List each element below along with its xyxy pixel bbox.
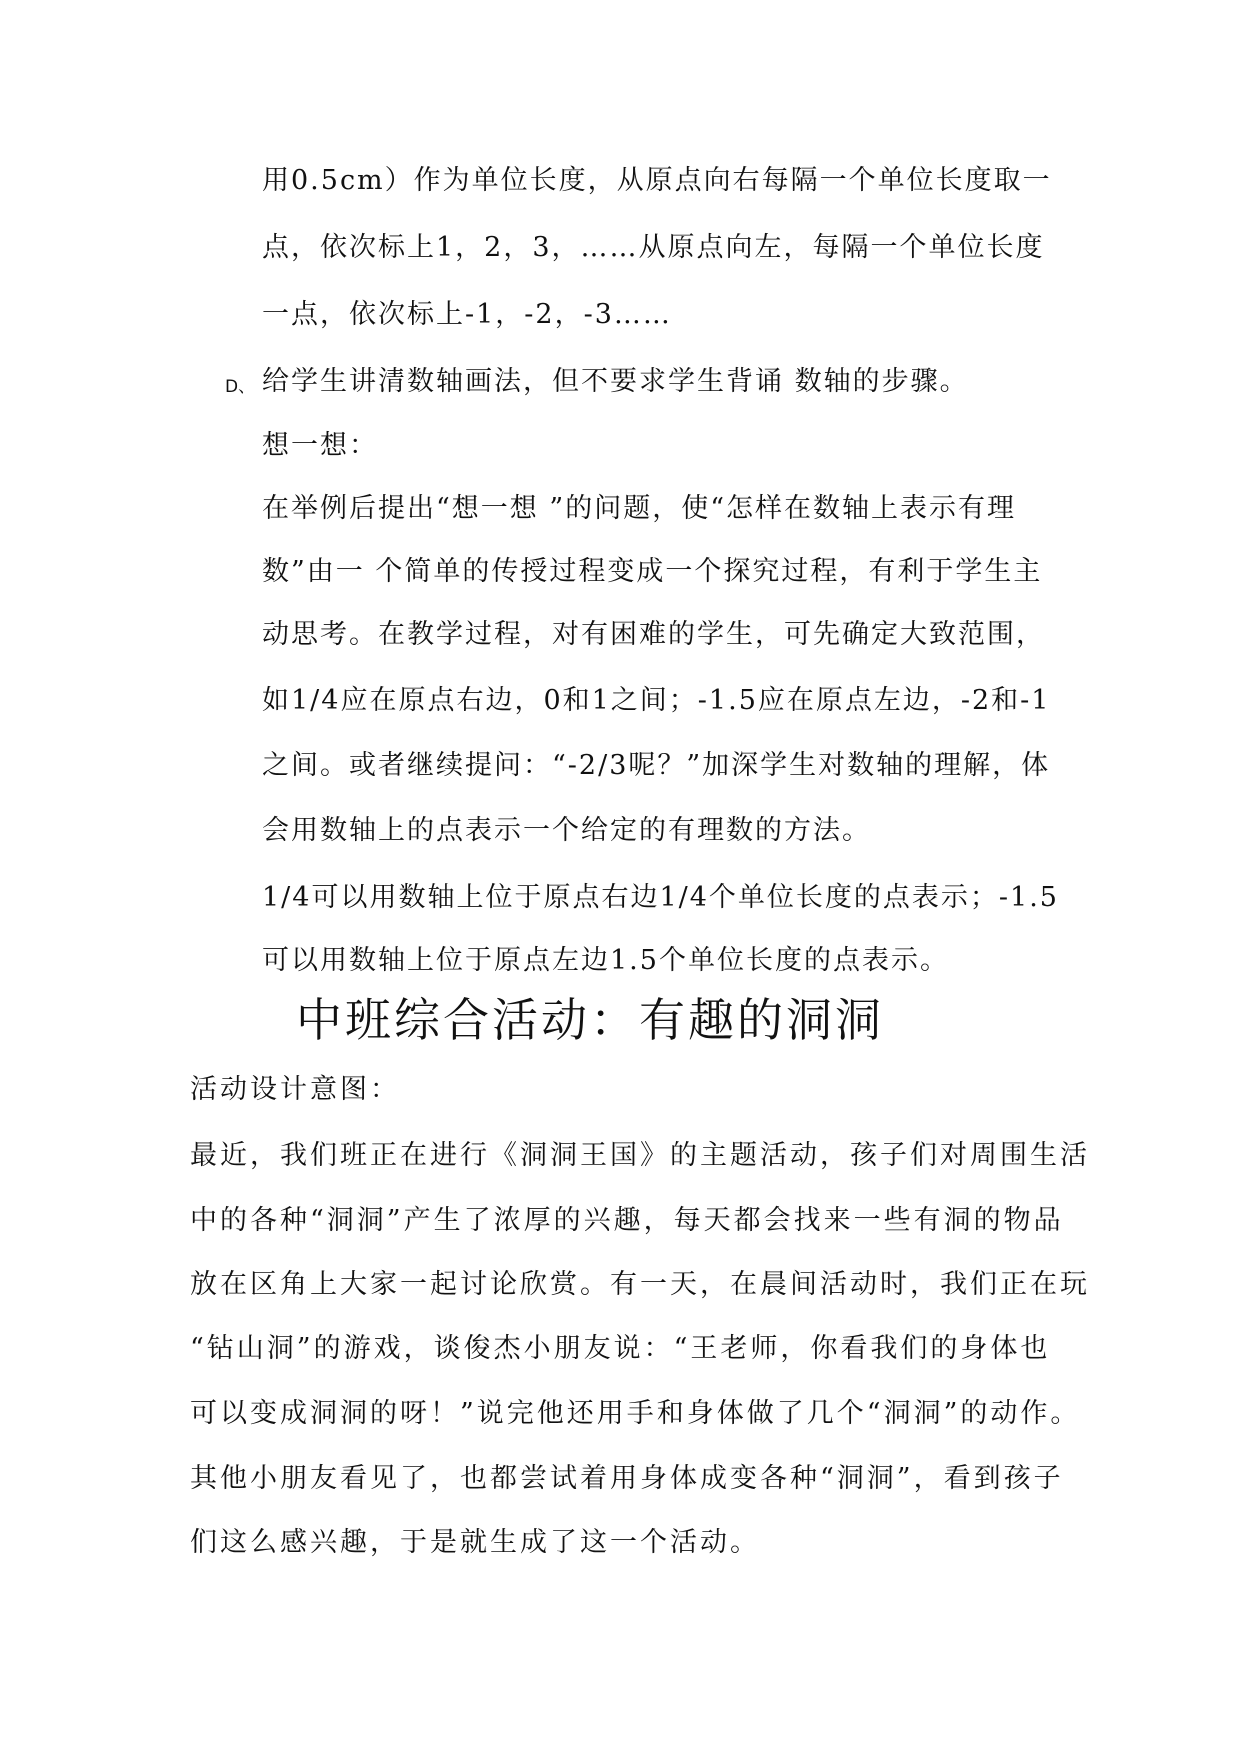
section-heading: 活动设计意图：	[190, 1074, 400, 1105]
paragraph-line: 如1/4应在原点右边，0和1之间；-1.5应在原点左边，-2和-1	[262, 685, 1051, 716]
paragraph-line: 可以变成洞洞的呀！”说完他还用手和身体做了几个“洞洞”的动作。	[190, 1398, 1081, 1429]
paragraph-line: 放在区角上大家一起讨论欣赏。有一天，在晨间活动时，我们正在玩	[190, 1269, 1090, 1300]
paragraph-line: 用0.5cm）作为单位长度，从原点向右每隔一个单位长度取一	[262, 165, 1052, 196]
paragraph-line: 中的各种“洞洞”产生了浓厚的兴趣，每天都会找来一些有洞的物品	[190, 1205, 1064, 1236]
paragraph-line: 可以用数轴上位于原点左边1.5个单位长度的点表示。	[262, 945, 949, 976]
paragraph-line: 其他小朋友看见了，也都尝试着用身体成变各种“洞洞”，看到孩子	[190, 1463, 1064, 1494]
paragraph-line: 最近，我们班正在进行《洞洞王国》的主题活动，孩子们对周围生活	[190, 1140, 1090, 1171]
list-marker: D、	[225, 377, 256, 397]
paragraph-line: 动思考。在教学过程，对有困难的学生，可先确定大致范围，	[262, 619, 1045, 650]
paragraph-line: 1/4可以用数轴上位于原点右边1/4个单位长度的点表示；-1.5	[262, 882, 1059, 913]
paragraph-line: 一点，依次标上-1，-2，-3……	[262, 299, 672, 330]
paragraph-line: 在举例后提出“想一想 ”的问题，使“怎样在数轴上表示有理	[262, 493, 1016, 524]
paragraph-line: 们这么感兴趣，于是就生成了这一个活动。	[190, 1527, 760, 1558]
paragraph-line: 数”由一 个简单的传授过程变成一个探究过程，有利于学生主	[262, 556, 1043, 587]
subheading: 想一想：	[262, 430, 378, 461]
paragraph-line: 之间。或者继续提问：“-2/3呢？”加深学生对数轴的理解，体	[262, 750, 1051, 781]
paragraph-line: 点，依次标上1，2，3，……从原点向左，每隔一个单位长度	[262, 232, 1045, 263]
paragraph-line: “钻山洞”的游戏，谈俊杰小朋友说：“王老师，你看我们的身体也	[190, 1333, 1051, 1364]
paragraph-line: 会用数轴上的点表示一个给定的有理数的方法。	[262, 815, 871, 846]
paragraph-line: 给学生讲清数轴画法，但不要求学生背诵 数轴的步骤。	[262, 366, 969, 397]
document-title: 中班综合活动：有趣的洞洞	[296, 993, 884, 1047]
